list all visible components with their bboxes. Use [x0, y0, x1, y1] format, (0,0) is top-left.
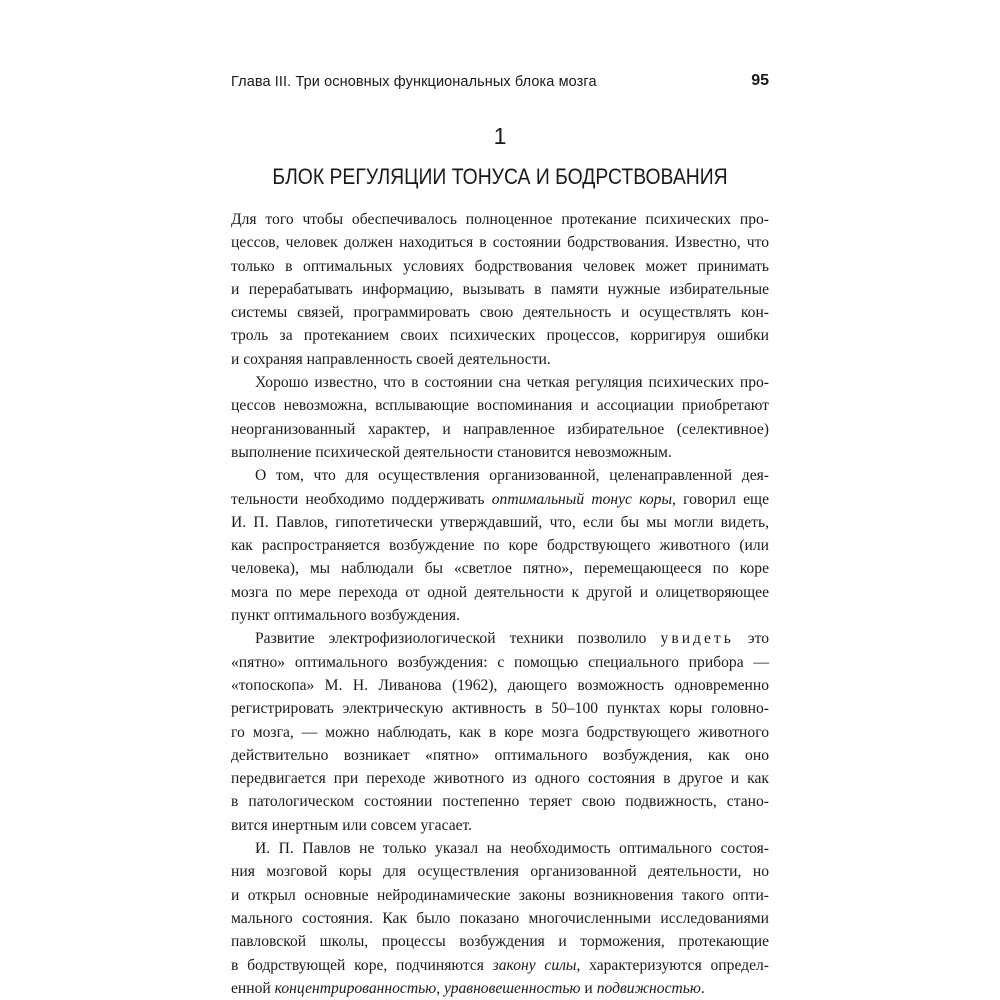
text-run: , — [436, 979, 444, 997]
text-run: Развитие электрофизиологической техники позволило — [255, 630, 661, 648]
text-line: пункт оптимального возбуждения. — [231, 607, 460, 625]
text-line: системы связей, программировать свою деятельность и осуществлять кон- — [231, 304, 769, 322]
spaced-emphasis-text: увидеть — [660, 630, 734, 648]
text-line: «топоскопа» М. Н. Ливанова (1962), дающего возможность одновременно — [231, 676, 769, 694]
text-line: передвигается при переходе животного из одного состояния в другое и как — [231, 770, 769, 788]
text-line: И. П. Павлов, гипотетически утверждавший, что, если бы мы могли видеть, — [231, 513, 769, 531]
text-line: выполнение психической деятельности становится невозможным. — [231, 443, 672, 461]
emphasis-text: закону силы — [492, 956, 577, 974]
text-run: . — [700, 979, 705, 997]
text-line: человека), мы наблюдали бы «светлое пятно», перемещающееся по коре — [231, 560, 769, 578]
text-run: , характеризуются определ- — [576, 956, 769, 974]
text-line: го мозга, — можно наблюдать, как в коре мозга бодрствующего животного — [231, 723, 769, 741]
body-text — [231, 208, 769, 1000]
section-title: БЛОК РЕГУЛЯЦИИ ТОНУСА И БОДРСТВОВАНИЯ — [272, 164, 728, 189]
page-number: 95 — [751, 72, 769, 89]
text-line: регистрировать электрическую активность в 50–100 пунктах коры головно- — [231, 700, 769, 718]
text-line: ния мозговой коры для осуществления организованной деятельности, но — [231, 863, 769, 881]
text-line: вится инертным или совсем угасает. — [231, 816, 473, 834]
text-run: енной — [231, 979, 275, 997]
section-number: 1 — [493, 123, 507, 149]
text-line: как распространяется возбуждение по коре бодрствующего животного (или — [231, 537, 769, 555]
text-run: в бодрствующей коре, подчиняются — [231, 956, 493, 974]
text-run: тельности необходимо поддерживать — [231, 490, 492, 508]
text-line: «пятно» оптимального возбуждения: с помощью специального прибора — — [231, 653, 769, 671]
text-run: и — [580, 979, 597, 997]
emphasis-text: концентрированностью — [274, 979, 437, 997]
text-run: это — [733, 630, 769, 648]
text-line: троль за протеканием своих психических процессов, корригируя ошибки — [231, 327, 769, 345]
text-line — [231, 977, 769, 1000]
text-line: и сохраняя направленность своей деятельности. — [231, 350, 551, 368]
text-line — [231, 488, 769, 511]
text-line: павловской школы, процессы возбуждения и торможения, протекающие — [231, 933, 769, 951]
text-run: , говорил еще — [672, 490, 769, 508]
text-line: цессов, человек должен находиться в состоянии бодрствования. Известно, что — [231, 234, 769, 252]
text-line: неорганизованный характер, и направленное избирательное (селективное) — [231, 420, 769, 438]
emphasis-text: оптимальный тонус коры — [491, 490, 673, 508]
running-title: Глава III. Три основных функциональных блока мозга — [231, 74, 597, 90]
text-line: действительно возникает «пятно» оптимального возбуждения, как оно — [231, 746, 769, 764]
running-header — [231, 70, 769, 94]
emphasis-text: уравновешенностью — [443, 979, 581, 997]
text-line: мального состояния. Как было показано многочисленными исследованиями — [231, 909, 769, 927]
text-line: только в оптимальных условиях бодрствования человек может принимать — [231, 257, 769, 275]
text-line: Для того чтобы обеспечивалось полноценное протекание психических про- — [231, 211, 769, 228]
text-line: О том, что для осуществления организованной, целенаправленной дея- — [255, 467, 769, 485]
text-line: цессов невозможна, всплывающие воспоминания и ассоциации приобретают — [231, 397, 769, 415]
text-line: Хорошо известно, что в состоянии сна четкая регуляция психических про- — [255, 374, 769, 392]
text-line: и открыл основные нейродинамические законы возникновения такого опти- — [231, 886, 769, 904]
emphasis-text: подвижностью — [596, 979, 701, 997]
text-line: в патологическом состоянии постепенно теряет свою подвижность, стано- — [231, 793, 769, 811]
text-line — [231, 954, 769, 977]
text-line: И. П. Павлов не только указал на необходимость оптимального состоя- — [255, 840, 769, 858]
text-line: мозга по мере перехода от одной деятельности к другой и олицетворяющее — [231, 583, 769, 601]
text-line — [231, 627, 769, 650]
text-line: и перерабатывать информацию, вызывать в памяти нужные избирательные — [231, 280, 769, 298]
